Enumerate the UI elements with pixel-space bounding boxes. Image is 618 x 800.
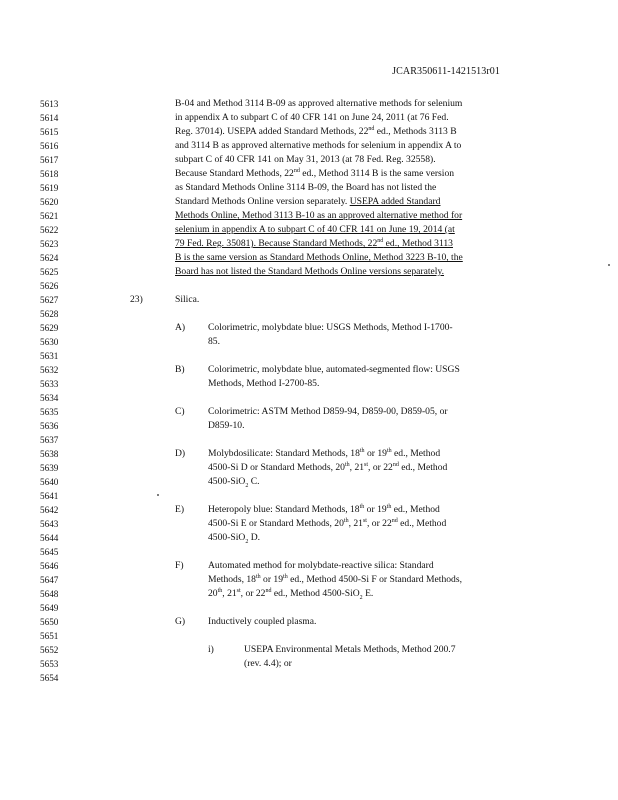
scan-speck: [157, 494, 159, 496]
line-number: 5647: [40, 575, 59, 585]
superscript: nd: [391, 517, 398, 524]
superscript: st: [362, 517, 367, 524]
line-number: 5641: [40, 491, 59, 501]
line-number: 5636: [40, 421, 59, 431]
item-text: D859-10.: [208, 420, 245, 431]
line-number: 5643: [40, 519, 59, 529]
item-label-e: E): [175, 504, 185, 515]
superscript: nd: [368, 125, 375, 132]
superscript: th: [359, 503, 365, 510]
item-text: [208, 573, 462, 587]
superscript: st: [364, 461, 369, 468]
para-line: and 3114 B as approved alternative methods for selenium in appendix A to: [175, 140, 462, 151]
item-text: Colorimetric, molybdate blue: USGS Methods, Method I-1700-: [208, 322, 453, 333]
para-line: in appendix A to subpart C of 40 CFR 141 on June 24, 2011 (at 76 Fed.: [175, 112, 449, 123]
line-number: 5637: [40, 435, 59, 445]
text-run: Standard Methods Online version separately.: [175, 196, 350, 207]
line-number: 5617: [40, 155, 59, 165]
text-run: , 21: [348, 518, 363, 529]
item-label-a: A): [175, 322, 186, 333]
text-run: , or 22: [368, 462, 393, 473]
line-number: 5630: [40, 337, 59, 347]
text-run: ed., Methods 3113 B: [374, 126, 457, 137]
para-line: B-04 and Method 3114 B-09 as approved alternative methods for selenium: [175, 98, 463, 109]
text-run: ed., Method 3113: [383, 238, 453, 249]
para-line-inserted: B is the same version as Standard Methods Online, Method 3223 B-10, the: [175, 252, 463, 263]
item-text: (rev. 4.4); or: [244, 658, 292, 669]
superscript: th: [386, 503, 392, 510]
line-number: 5628: [40, 309, 59, 319]
line-number: 5653: [40, 659, 59, 669]
inserted-text: alternative method for: [376, 210, 463, 221]
item-text: Inductively coupled plasma.: [208, 616, 317, 627]
item-text: Methods, Method I-2700-85.: [208, 378, 320, 389]
text-run: Molybdosilicate: Standard Methods, 18: [208, 448, 360, 459]
line-number: 5644: [40, 533, 59, 543]
superscript: th: [283, 573, 288, 580]
superscript: th: [386, 447, 392, 454]
line-number: 5640: [40, 477, 59, 487]
superscript: th: [255, 573, 261, 580]
line-number: 5652: [40, 645, 59, 655]
para-line: [175, 125, 457, 139]
item-label-g: G): [175, 616, 186, 627]
text-run: or 19: [364, 448, 387, 459]
text-run: ed., Method: [398, 462, 448, 473]
line-number: 5645: [40, 547, 59, 557]
para-line-inserted: selenium in appendix A to subpart C of 40 CFR 141 on June 19, 2014 (at: [175, 224, 455, 235]
item-text: Colorimetric: ASTM Method D859-94, D859-00, D859-05, or: [208, 406, 448, 417]
line-number: 5623: [40, 239, 59, 249]
line-number: 5620: [40, 197, 59, 207]
text-run: ed., Method: [397, 518, 447, 529]
text-run: ed., Method: [391, 504, 440, 515]
item-text: 85.: [208, 336, 220, 347]
text-run: Heteropoly blue: Standard Methods, 18: [208, 504, 360, 515]
line-number: 5618: [40, 169, 59, 179]
superscript: nd: [392, 461, 399, 468]
superscript: nd: [377, 237, 384, 244]
line-number: 5639: [40, 463, 59, 473]
text-run: ed., Method: [391, 448, 441, 459]
item-text: [208, 503, 440, 517]
text-run: 4500-SiO: [208, 532, 246, 543]
line-number: 5648: [40, 589, 59, 599]
text-run: Reg. 37014). USEPA added Standard Methods, 22: [175, 126, 369, 137]
item-text: USEPA Environmental Metals Methods, Method 200.7: [244, 644, 456, 655]
text-run: or 19: [260, 574, 284, 585]
line-number: 5646: [40, 561, 59, 571]
item-text: [208, 517, 446, 531]
superscript: th: [359, 447, 365, 454]
para-line: subpart C of 40 CFR 141 on May 31, 2013 (at 78 Fed. Reg. 32558).: [175, 154, 436, 165]
line-number: 5619: [40, 183, 59, 193]
inserted-text: USEPA added Standard: [349, 196, 441, 207]
inserted-text: Methods Online: [175, 210, 238, 221]
section-number: 23): [130, 294, 143, 305]
text-run: , 21: [222, 588, 237, 599]
item-text: Automated method for molybdate-reactive silica: Standard: [208, 560, 434, 571]
line-number: 5625: [40, 267, 59, 277]
line-number: 5624: [40, 253, 59, 263]
line-number: 5649: [40, 603, 59, 613]
item-label-b: B): [175, 364, 185, 375]
line-number: 5633: [40, 379, 59, 389]
text-run: C.: [248, 476, 260, 487]
line-number: 5638: [40, 449, 59, 459]
item-label-f: F): [175, 560, 184, 571]
text-run: 4500-SiO: [208, 476, 246, 487]
text-run: ed., Method 4500-SiO: [271, 588, 360, 599]
para-line: as Standard Methods Online 3114 B-09, the Board has not listed the: [175, 182, 437, 193]
line-number: 5631: [40, 351, 59, 361]
item-text: Colorimetric, molybdate blue, automated-segmented flow: USGS: [208, 364, 460, 375]
inserted-text: , Method 3113 B-10 as an approved: [237, 210, 377, 221]
text-run: 79 Fed. Reg. 35081). Because Standard Methods, 22: [175, 238, 378, 249]
subscript: 2: [359, 594, 363, 601]
item-text: [208, 461, 447, 475]
line-number: 5635: [40, 407, 59, 417]
text-run: Because Standard Methods, 22: [175, 168, 294, 179]
superscript: st: [236, 587, 241, 594]
item-text: [208, 447, 440, 461]
subitem-label-i: i): [208, 644, 214, 655]
text-run: D.: [248, 532, 261, 543]
superscript: th: [217, 587, 223, 594]
para-line-inserted: Board has not listed the Standard Methods Online versions separately.: [175, 266, 445, 277]
text-run: 4500-Si D or Standard Methods, 20: [208, 462, 345, 473]
line-number: 5627: [40, 295, 59, 305]
line-number: 5654: [40, 673, 59, 683]
superscript: th: [343, 517, 349, 524]
line-number: 5616: [40, 141, 59, 151]
superscript: nd: [293, 167, 300, 174]
line-number: 5629: [40, 323, 59, 333]
line-number: 5651: [40, 631, 59, 641]
scan-speck: [608, 264, 610, 266]
line-number: 5621: [40, 211, 59, 221]
text-run: Methods, 18: [208, 574, 256, 585]
text-run: , or 22: [366, 518, 392, 529]
para-line: [175, 195, 440, 209]
text-run: , or 22: [240, 588, 266, 599]
item-text: [208, 587, 373, 601]
line-number: 5613: [40, 99, 59, 109]
line-number: 5642: [40, 505, 59, 515]
item-text: [208, 531, 260, 545]
line-number: 5634: [40, 393, 59, 403]
item-text: [208, 475, 260, 489]
item-label-c: C): [175, 406, 185, 417]
text-run: ed., Method 3114 B is the same version: [299, 168, 455, 179]
subscript: 2: [245, 482, 249, 489]
line-number: 5615: [40, 127, 59, 137]
para-line: [175, 209, 462, 223]
line-number: 5650: [40, 617, 59, 627]
line-number: 5622: [40, 225, 59, 235]
para-line-inserted: [175, 237, 453, 251]
superscript: th: [344, 461, 350, 468]
text-run: E.: [362, 588, 374, 599]
text-run: or 19: [364, 504, 387, 515]
text-run: , 21: [349, 462, 365, 473]
text-run: 4500-Si E or Standard Methods, 20: [208, 518, 344, 529]
para-line: [175, 167, 454, 181]
line-number: 5632: [40, 365, 59, 375]
line-number-column: [40, 97, 74, 685]
superscript: nd: [265, 587, 272, 594]
line-number: 5614: [40, 113, 59, 123]
subscript: 2: [245, 538, 249, 545]
text-run: 20: [208, 588, 218, 599]
section-title: Silica.: [175, 294, 200, 305]
item-label-d: D): [175, 448, 186, 459]
document-id-header: JCAR350611-1421513r01: [392, 66, 500, 77]
text-run: ed., Method 4500-Si F or Standard Methods,: [287, 574, 462, 585]
line-number: 5626: [40, 281, 59, 291]
